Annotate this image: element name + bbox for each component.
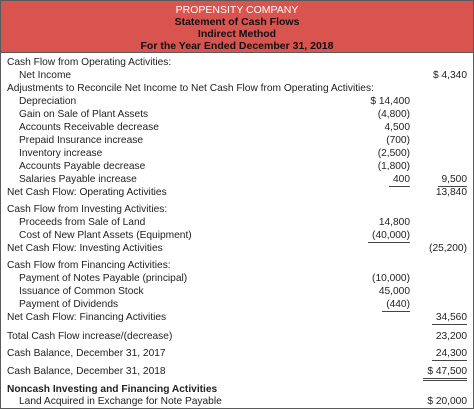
line-label: Inventory increase	[19, 148, 103, 159]
ap-row	[1, 160, 473, 173]
line-amount: (10,000)	[372, 273, 410, 284]
period-subtitle: For the Year Ended December 31, 2018	[140, 40, 334, 52]
gain-row	[1, 108, 473, 121]
stock-row	[1, 285, 473, 298]
line-label: Cost of New Plant Assets (Equipment)	[19, 230, 192, 241]
line-label: Cash Balance, December 31, 2017	[7, 348, 166, 359]
line-amount: 45,000	[378, 286, 410, 297]
inventory-row	[1, 147, 473, 160]
net-income-row	[1, 69, 473, 82]
equipment-row	[1, 229, 473, 242]
line-total: (25,200)	[429, 243, 467, 254]
line-total	[409, 173, 467, 187]
ending-balance-row	[1, 365, 473, 378]
line-label: Salaries Payable increase	[19, 174, 137, 185]
line-label: Issuance of Common Stock	[19, 286, 144, 297]
fin-heading-row	[1, 259, 473, 272]
line-amount	[346, 298, 410, 312]
company-name: PROPENSITY COMPANY	[175, 4, 299, 16]
line-total: 13,840	[435, 187, 467, 198]
line-label: Payment of Dividends	[19, 299, 119, 310]
salaries-row	[1, 173, 473, 186]
amount-text: (40,000)	[368, 230, 410, 243]
line-label: Cash Balance, December 31, 2018	[7, 366, 166, 377]
line-label: Net Cash Flow: Operating Activities	[7, 187, 167, 198]
line-label: Accounts Payable decrease	[19, 161, 146, 172]
ops-total-row	[1, 186, 473, 199]
line-amount	[346, 173, 410, 187]
line-label: Land Acquired in Exchange for Note Payable	[19, 396, 222, 407]
adjustments-heading-row	[1, 82, 473, 95]
amount-text: $ 47,500	[423, 366, 467, 381]
ar-row	[1, 121, 473, 134]
line-label: Accounts Receivable decrease	[19, 122, 159, 133]
fin-total-row	[1, 311, 473, 324]
inv-total-row	[1, 242, 473, 255]
line-amount: (1,800)	[377, 161, 410, 172]
section-heading: Noncash Investing and Financing Activities	[7, 384, 218, 395]
beginning-balance-row	[1, 347, 473, 360]
prepaid-row	[1, 134, 473, 147]
line-label: Net Cash Flow: Financing Activities	[7, 312, 167, 323]
amount-text: 24,300	[432, 348, 467, 361]
line-label: Net Cash Flow: Investing Activities	[7, 243, 163, 254]
line-label: Depreciation	[19, 96, 77, 107]
amount-text: 9,500	[438, 174, 468, 187]
line-amount	[346, 229, 410, 243]
line-label: Payment of Notes Payable (principal)	[19, 273, 188, 284]
notes-payment-row	[1, 272, 473, 285]
line-total: $ 4,340	[433, 70, 467, 81]
method-subtitle: Indirect Method	[197, 28, 277, 40]
section-heading: Adjustments to Reconcile Net Income to Net Cash Flow from Operating Activities:	[7, 83, 374, 94]
line-label: Gain on Sale of Plant Assets	[19, 109, 149, 120]
line-total	[409, 365, 467, 381]
line-label: Proceeds from Sale of Land	[19, 217, 146, 228]
line-total	[409, 311, 467, 325]
land-proceeds-row	[1, 216, 473, 229]
line-amount: 4,500	[384, 122, 410, 133]
line-label: Total Cash Flow increase/(decrease)	[7, 331, 173, 342]
amount-text: 400	[389, 174, 410, 187]
line-amount: (700)	[386, 135, 410, 146]
inv-heading-row	[1, 203, 473, 216]
line-amount: $ 14,400	[370, 96, 410, 107]
line-label: Prepaid Insurance increase	[19, 135, 144, 146]
line-total: 23,200	[435, 331, 467, 342]
section-heading: Cash Flow from Operating Activities:	[7, 57, 172, 68]
total-change-row	[1, 330, 473, 343]
section-heading: Cash Flow from Investing Activities:	[7, 204, 168, 215]
line-total: $ 20,000	[427, 396, 467, 407]
line-total	[409, 347, 467, 361]
line-amount: 14,800	[378, 217, 410, 228]
section-heading: Cash Flow from Financing Activities:	[7, 260, 171, 271]
line-label: Net Income	[19, 70, 72, 81]
amount-text: (440)	[382, 299, 410, 312]
dividends-row	[1, 298, 473, 311]
line-amount: (2,500)	[377, 148, 410, 159]
land-note-row	[1, 395, 473, 408]
statement-title: Statement of Cash Flows	[174, 16, 300, 28]
amount-text: 34,560	[432, 312, 467, 325]
statement-header	[1, 1, 473, 53]
depreciation-row	[1, 95, 473, 108]
line-amount: (4,800)	[377, 109, 410, 120]
ops-heading-row	[1, 56, 473, 69]
